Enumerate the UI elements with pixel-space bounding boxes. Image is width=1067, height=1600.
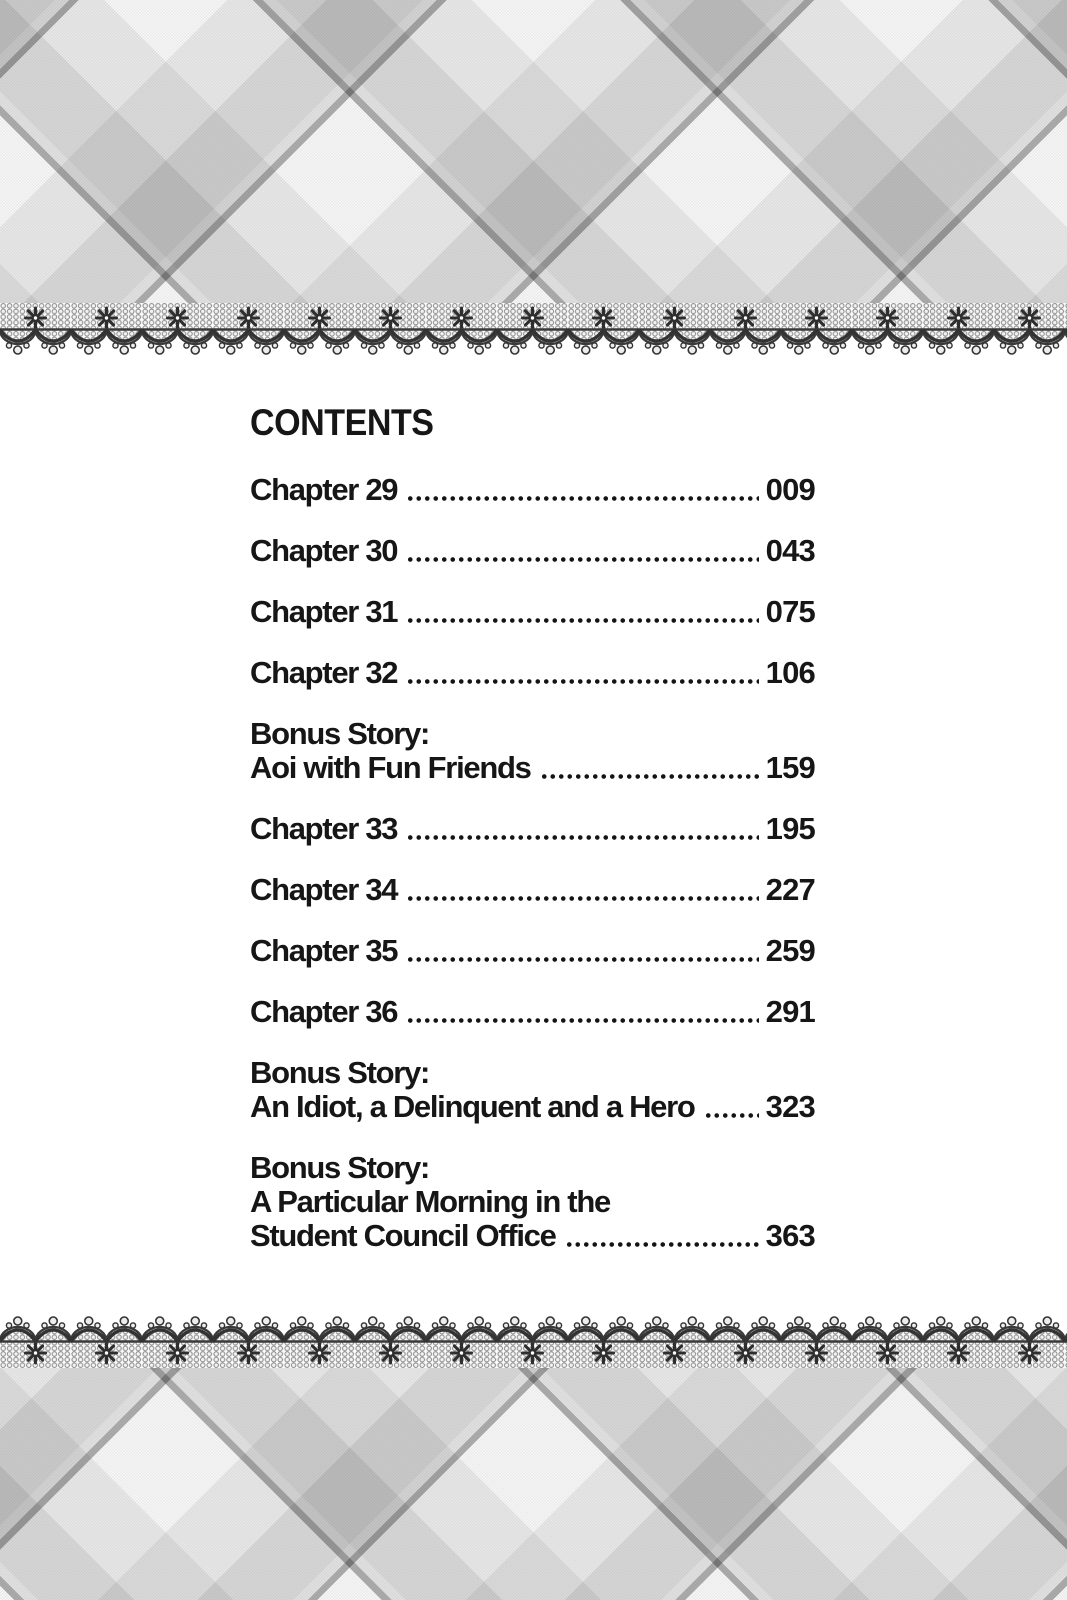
table-of-contents [250, 403, 815, 1280]
toc-entry-chapter-35 [250, 934, 815, 968]
dot-leader [540, 774, 759, 779]
toc-entry-bonus-student-council-morning [250, 1151, 815, 1253]
toc-entry-page-number: 106 [765, 655, 815, 690]
lace-border-bottom [0, 1310, 1067, 1368]
dot-leader [406, 957, 758, 962]
lace-border-top [0, 303, 1067, 361]
toc-entry-prefix: Bonus Story: [250, 716, 430, 751]
toc-entry-page-number: 291 [765, 994, 815, 1029]
toc-entry-chapter-32 [250, 656, 815, 690]
toc-entry-label: Chapter 30 [250, 533, 398, 568]
toc-entry-page-number: 075 [765, 594, 815, 629]
dot-leader [406, 896, 758, 901]
toc-entry-chapter-30 [250, 534, 815, 568]
toc-entry-prefix: Bonus Story: [250, 1150, 430, 1185]
toc-entry-label: Chapter 29 [250, 472, 398, 507]
toc-entry-label-line2: Student Council Office [250, 1218, 556, 1253]
toc-entry-label-line1: A Particular Morning in the [250, 1184, 610, 1219]
toc-entry-page-number: 009 [765, 472, 815, 507]
paper-panel [0, 303, 1067, 1368]
toc-entry-label: Chapter 32 [250, 655, 398, 690]
toc-entry-label: Chapter 36 [250, 994, 398, 1029]
dot-leader [406, 618, 758, 623]
toc-entry-bonus-idiot-delinquent-hero [250, 1056, 815, 1124]
toc-entry-chapter-34 [250, 873, 815, 907]
dot-leader [565, 1242, 759, 1247]
dot-leader [406, 1018, 758, 1023]
toc-entry-label: Aoi with Fun Friends [250, 750, 531, 785]
lace-ornament-icon [0, 303, 1067, 361]
toc-entry-page-number: 043 [765, 533, 815, 568]
toc-entry-page-number: 363 [765, 1218, 815, 1253]
toc-entry-label: Chapter 33 [250, 811, 398, 846]
toc-entry-page-number: 227 [765, 872, 815, 907]
page-title: CONTENTS [250, 402, 434, 443]
toc-entry-page-number: 195 [765, 811, 815, 846]
dot-leader [406, 679, 758, 684]
dot-leader [406, 557, 758, 562]
toc-entry-chapter-29 [250, 473, 815, 507]
toc-entry-chapter-31 [250, 595, 815, 629]
toc-entry-label: Chapter 35 [250, 933, 398, 968]
toc-entry-label: Chapter 31 [250, 594, 398, 629]
toc-entry-label: Chapter 34 [250, 872, 398, 907]
dot-leader [704, 1113, 759, 1118]
toc-entry-page-number: 259 [765, 933, 815, 968]
dot-leader [406, 835, 758, 840]
dot-leader [406, 496, 758, 501]
toc-entry-bonus-aoi [250, 717, 815, 785]
toc-entry-page-number: 159 [765, 750, 815, 785]
lace-ornament-icon [0, 1310, 1067, 1368]
toc-entry-page-number: 323 [765, 1089, 815, 1124]
toc-entry-chapter-36 [250, 995, 815, 1029]
toc-entry-chapter-33 [250, 812, 815, 846]
toc-entry-prefix: Bonus Story: [250, 1055, 430, 1090]
toc-entry-label: An Idiot, a Delinquent and a Hero [250, 1089, 695, 1124]
